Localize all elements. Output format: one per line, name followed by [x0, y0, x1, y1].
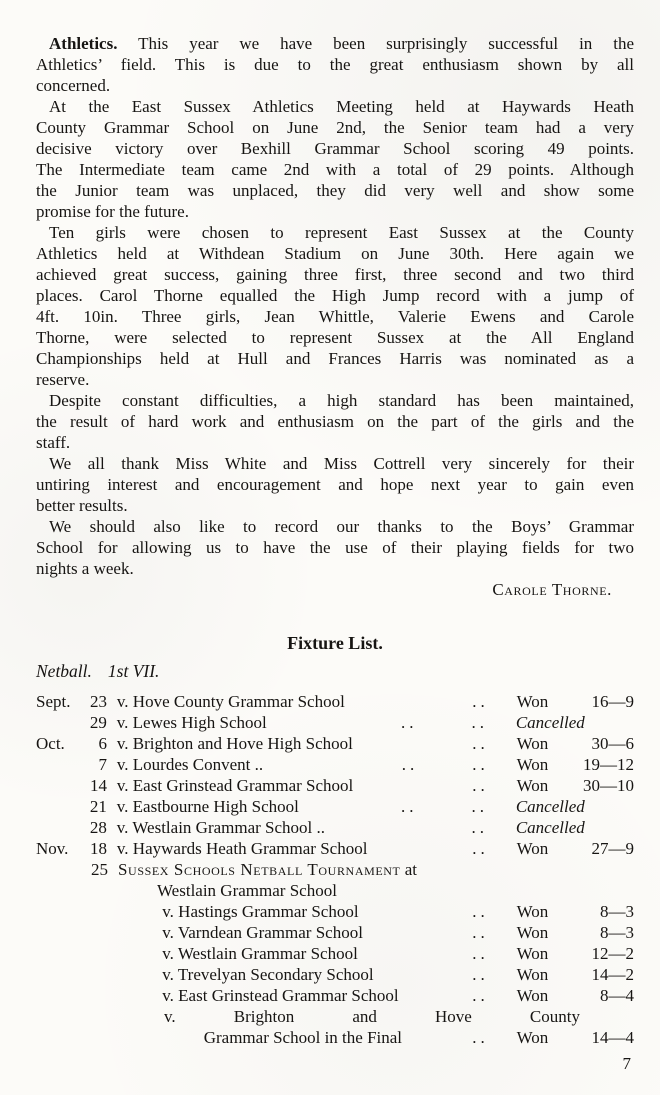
paragraph-5-line-2: untiring interest and encouragement and hope next year to gain even: [36, 475, 634, 494]
fixture-score: 12—2: [591, 944, 634, 963]
dot-leader: ..: [471, 797, 489, 816]
fixture-row: [36, 943, 634, 964]
fixture-opponent: v. Brighton and Hove High School: [116, 734, 353, 753]
fixture-opponent: v. Westlain Grammar School ..: [116, 818, 326, 837]
paragraph-3-line-6: Thorne, were selected to represent Sussex at the All England: [36, 328, 634, 347]
dot-leader: ..: [472, 902, 489, 921]
athletics-article: [36, 33, 634, 579]
fixture-score: 14—4: [591, 1028, 634, 1047]
dot-leader: ..: [472, 923, 489, 942]
fixture-score: 8—4: [599, 986, 634, 1005]
fixture-opponent-cell: [117, 733, 464, 754]
fixture-day: 7: [98, 755, 108, 774]
fixture-result: Cancelled: [515, 713, 585, 732]
fixture-result: Won: [516, 839, 549, 858]
fixture-month: Sept.: [36, 692, 71, 711]
fixture-month: Nov.: [36, 839, 69, 858]
dot-leader: ..: [401, 713, 418, 732]
fixture-row: [36, 796, 634, 817]
fixture-opponent-word: Hove: [434, 1007, 472, 1026]
fixture-day: 18: [90, 839, 108, 858]
fixture-result: Won: [516, 902, 549, 921]
fixture-opponent-cell: [162, 964, 464, 985]
fixture-row: [36, 712, 634, 733]
fixture-opponent-cell: [117, 712, 464, 733]
fixture-sport-label: Netball.: [36, 661, 92, 681]
paragraph-3-line-7: Championships held at Hull and Frances Harris was nominated as a: [36, 349, 634, 368]
paragraph-3-line-1: Ten girls were chosen to represent East Sussex at the County: [49, 223, 634, 242]
fixture-row: [36, 838, 634, 859]
fixture-result: Won: [516, 755, 549, 774]
fixture-opponent-word: v.: [164, 1007, 176, 1026]
fixture-opponent: v. Haywards Heath Grammar School: [116, 839, 368, 858]
fixture-score: 30—6: [591, 734, 634, 753]
fixture-day: 21: [89, 797, 107, 816]
fixture-opponent-cell: [162, 901, 464, 922]
fixture-result: Won: [516, 923, 549, 942]
paragraph-1-line-3: concerned.: [36, 76, 111, 95]
paragraph-3-line-8: reserve.: [36, 370, 90, 389]
fixture-row: [36, 775, 634, 796]
fixture-result: Won: [516, 692, 549, 711]
paragraph-2-line-6: promise for the future.: [36, 202, 189, 221]
fixture-row: [36, 691, 634, 712]
fixture-row: [36, 1006, 634, 1027]
fixture-opponent-word: Brighton: [233, 1007, 295, 1026]
paragraph-3-line-4: places. Carol Thorne equalled the High Jump record with a jump of: [36, 286, 634, 305]
paragraph-2-line-2: County Grammar School on June 2nd, the Senior team had a very: [36, 118, 634, 137]
fixture-opponent: Grammar School in the Final: [203, 1028, 403, 1047]
fixture-score: 27—9: [591, 839, 634, 858]
fixture-result: Won: [516, 1028, 549, 1047]
fixture-opponent: v. Eastbourne High School: [116, 797, 299, 816]
dot-leader: ..: [472, 965, 489, 984]
fixture-month: Oct.: [36, 734, 65, 753]
paragraph-2-line-1: At the East Sussex Athletics Meeting held at Haywards Heath: [49, 97, 634, 116]
fixture-score: 30—10: [583, 776, 634, 795]
fixture-row: [36, 859, 634, 880]
fixture-table: [36, 691, 634, 1048]
fixture-row: [36, 922, 634, 943]
dot-leader: ..: [472, 944, 489, 963]
dot-leader: ..: [472, 776, 489, 795]
dot-leader: ..: [472, 734, 489, 753]
dot-leader: ..: [472, 1028, 489, 1047]
fixture-result: Won: [516, 944, 549, 963]
dot-leader: ..: [401, 797, 418, 816]
fixture-day: 14: [90, 776, 108, 795]
fixture-score: 16—9: [591, 692, 634, 711]
fixture-day: 6: [98, 734, 108, 753]
fixture-day: 25: [91, 860, 108, 879]
dot-leader: ..: [472, 986, 489, 1005]
tournament-venue: Westlain Grammar School: [157, 881, 337, 900]
fixture-opponent: v. East Grinstead Grammar School: [162, 986, 399, 1005]
fixture-row: [36, 733, 634, 754]
page-number: 7: [622, 1054, 631, 1073]
paragraph-6-line-3: nights a week.: [36, 559, 134, 578]
fixture-row: [36, 1027, 634, 1048]
fixture-list-title: Fixture List.: [287, 633, 383, 653]
fixture-opponent-cell: [117, 691, 464, 712]
fixture-row: [36, 901, 634, 922]
fixture-score: 14—2: [591, 965, 634, 984]
dot-leader: ..: [472, 755, 489, 774]
tournament-title: Sussex Schools Netball Tournament: [118, 860, 401, 879]
paragraph-4-line-2: the result of hard work and enthusiasm on the part of the girls and the: [36, 412, 634, 431]
dot-leader: ..: [471, 818, 489, 837]
fixture-day: 29: [89, 713, 107, 732]
dot-leader: ..: [471, 713, 489, 732]
fixture-result: Cancelled: [515, 797, 585, 816]
paragraph-1-line-2: Athletics’ field. This is due to the great enthusiasm shown by all: [36, 55, 634, 74]
paragraph-2-line-4: The Intermediate team came 2nd with a total of 29 points. Although: [36, 160, 634, 179]
fixture-opponent-cell: [117, 817, 464, 838]
fixture-score: 8—3: [599, 923, 634, 942]
fixture-team-label: 1st VII.: [107, 661, 160, 681]
paragraph-2-line-5: the Junior team was unplaced, they did very well and show some: [36, 181, 634, 200]
fixture-opponent-cell: [117, 754, 464, 775]
dot-leader: ..: [472, 692, 489, 711]
article-lead-word: Athletics.: [49, 34, 118, 53]
paragraph-4-line-3: staff.: [36, 433, 71, 452]
fixture-opponent-word: County: [529, 1007, 580, 1026]
fixture-row: [36, 985, 634, 1006]
fixture-opponent: v. Hove County Grammar School: [116, 692, 345, 711]
fixture-score: 19—12: [583, 755, 634, 774]
fixture-opponent: v. Trevelyan Secondary School: [162, 965, 374, 984]
fixture-score: 8—3: [599, 902, 634, 921]
paragraph-1-line-1: Athletics. This year we have been surprisingly successful in the: [49, 34, 634, 53]
fixture-row: [36, 880, 634, 901]
fixture-result: Won: [516, 734, 549, 753]
fixture-row: [36, 754, 634, 775]
fixture-opponent-cell: [117, 838, 464, 859]
fixture-list-subtitle: [36, 661, 634, 682]
fixture-opponent-cell: [162, 922, 464, 943]
fixture-opponent: v. Lewes High School: [116, 713, 267, 732]
fixture-result: Won: [516, 965, 549, 984]
paragraph-6-line-1: We should also like to record our thanks to the Boys’ Grammar: [49, 517, 634, 536]
paragraph-2-line-3: decisive victory over Bexhill Grammar School scoring 49 points.: [36, 139, 634, 158]
fixture-opponent: v. Hastings Grammar School: [162, 902, 359, 921]
dot-leader: ..: [401, 755, 419, 774]
paragraph-6-line-2: School for allowing us to have the use of their playing fields for two: [36, 538, 634, 557]
fixture-opponent-word: and: [352, 1007, 377, 1026]
fixture-result: Cancelled: [515, 818, 585, 837]
fixture-day: 28: [89, 818, 107, 837]
fixture-row: [36, 964, 634, 985]
fixture-opponent-cell: [162, 985, 464, 1006]
fixture-opponent-cell: [162, 943, 464, 964]
paragraph-4-line-1: Despite constant difficulties, a high standard has been maintained,: [49, 391, 634, 410]
fixture-row: [36, 817, 634, 838]
fixture-opponent-cell: [117, 796, 464, 817]
article-signature: Carole Thorne.: [492, 580, 612, 599]
fixture-opponent-cell: [117, 775, 464, 796]
fixture-day: 23: [90, 692, 108, 711]
paragraph-3-line-2: Athletics held at Withdean Stadium on June 30th. Here again we: [36, 244, 634, 263]
paragraph-5-line-1: We all thank Miss White and Miss Cottrell very sincerely for their: [49, 454, 634, 473]
fixture-opponent: v. Varndean Grammar School: [162, 923, 363, 942]
fixture-opponent-cell: [164, 1006, 580, 1027]
tournament-title-cell: Sussex Schools Netball Tournament at: [118, 860, 418, 879]
fixture-result: Won: [516, 776, 549, 795]
fixture-opponent: v. Westlain Grammar School: [162, 944, 358, 963]
fixture-result: Won: [516, 986, 549, 1005]
paragraph-5-line-3: better results.: [36, 496, 128, 515]
paragraph-3-line-3: achieved great success, gaining three first, three second and two third: [36, 265, 634, 284]
paragraph-3-line-5: 4ft. 10in. Three girls, Jean Whittle, Valerie Ewens and Carole: [36, 307, 634, 326]
fixture-opponent: v. Lourdes Convent ..: [116, 755, 264, 774]
fixture-opponent: v. East Grinstead Grammar School: [116, 776, 354, 795]
dot-leader: ..: [472, 839, 489, 858]
